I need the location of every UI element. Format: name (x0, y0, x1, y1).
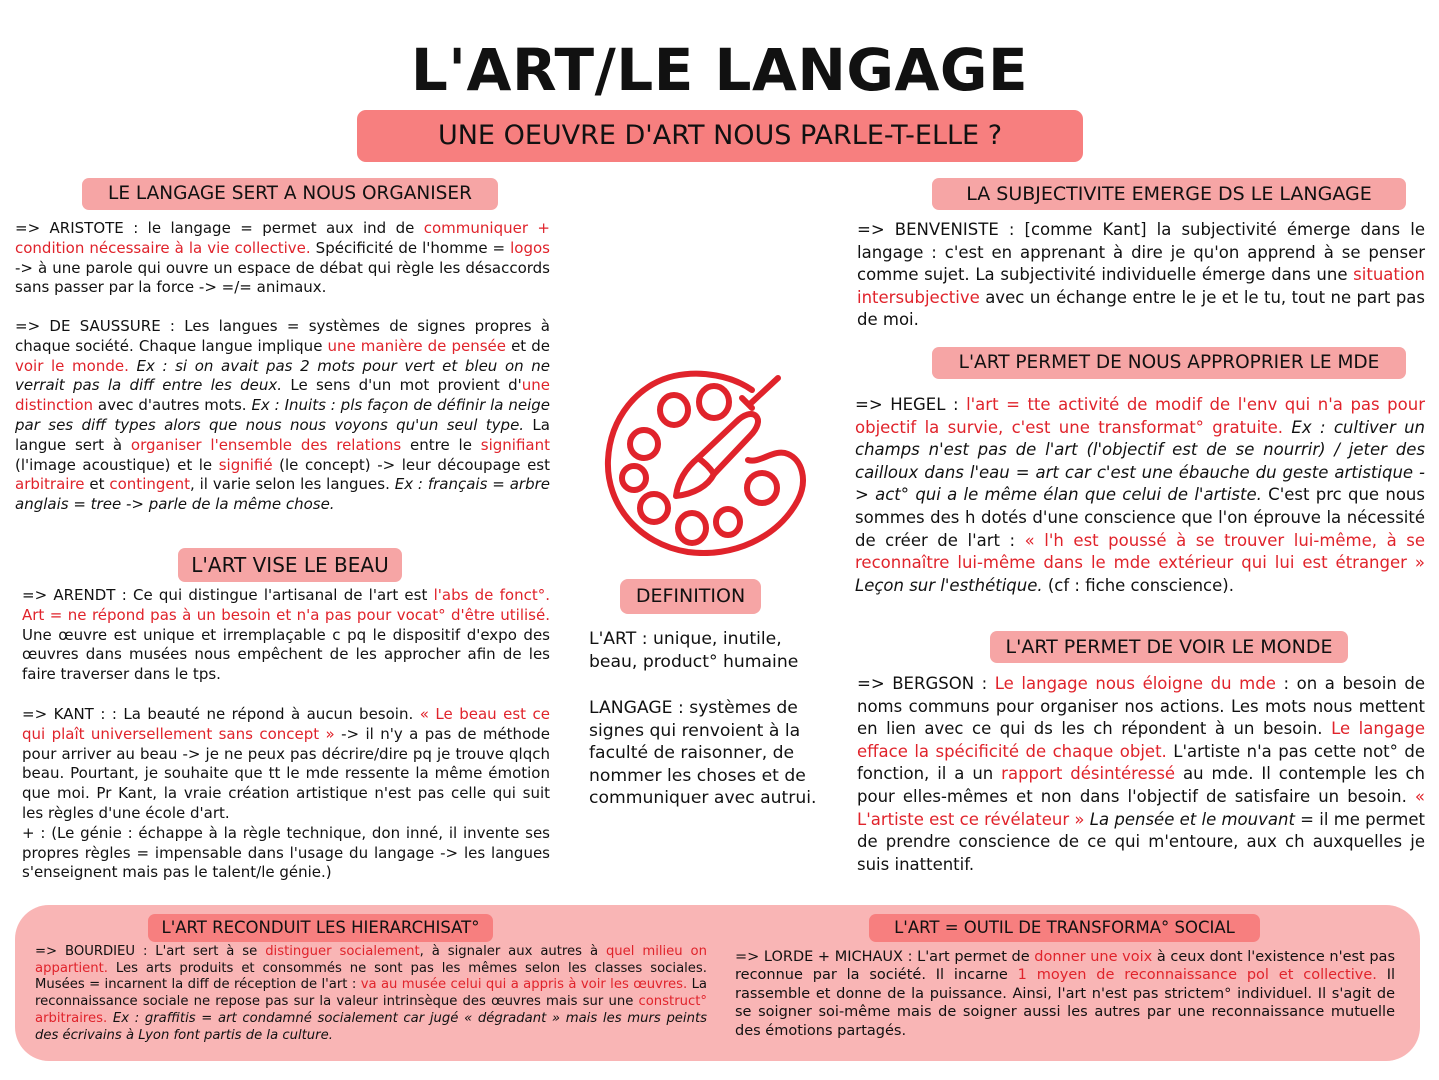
page-subtitle: UNE OEUVRE D'ART NOUS PARLE-T-ELLE ? (357, 110, 1083, 162)
paragraph-benveniste: => BENVENISTE : [comme Kant] la subjectivité émerge dans le langage : c'est en apprenant à dire je qu'on apprend à se penser comme sujet. La subjectivité individuelle émerge dans une situation intersubjective avec un échange entre le je et le tu, tout ne part pas de moi. (857, 220, 1425, 330)
paragraph-genie: + : (Le génie : échappe à la règle technique, don inné, il invente ses propres règles = impensable dans l'usage du langage -> les langues s'enseignent mais pas le talent/le génie.) (22, 823, 550, 882)
definition-art: L'ART : unique, inutile, beau, product° humaine (589, 629, 799, 672)
definition-header: DEFINITION (620, 579, 761, 614)
paragraph-hegel: => HEGEL : l'art = tte activité de modif de l'env qui n'a pas pour objectif la survie, c'est une transformat° gratuite. Ex : cultiver un champs n'est pas de l'art (l'objectif est de se nourrir) / jeter des cailloux dans l'eau = art car c'est une ébauche du geste artistique -> act° qui a le même élan que celui de l'artiste. C'est prc que nous sommes des h dotés d'une conscience que l'on éprouve la nécessité de créer de l'art : « l'h est poussé à se trouver lui-même, à se reconnaître lui-même dans le mde extérieur qui lui est étranger » Leçon sur l'esthétique. (cf : fiche conscience). (855, 395, 1425, 595)
page-title: L'ART/LE LANGAGE (410, 36, 1029, 104)
artist-palette-icon (602, 368, 807, 556)
paragraph-bourdieu: => BOURDIEU : L'art sert à se distinguer socialement, à signaler aux autres à quel milieu on appartient. Les arts produits et consommés ne sont pas les mêmes selon les classes sociales. Musées = incarnent la diff de réception de l'art : va au musée celui qui a appris à voir les œuvres. La reconnaissance sociale ne repose pas sur la valeur intrinsèque des œuvres mais sur une construct° arbitraires. Ex : graffitis = art condamné socialement car jugé « dégradant » mais les murs peints des écrivains à Lyon font partis de la culture. (35, 944, 707, 1043)
paragraph-arendt: => ARENDT : Ce qui distingue l'artisanal de l'art est l'abs de fonct°. Art = ne répond pas à un besoin et n'a pas pour vocat° d'être utilisé. Une œuvre est unique et irremplaçable c pq le dispositif d'expo des œuvres dans musées nous empêchent de les approcher afin de les faire traverser dans le tps. (22, 586, 550, 684)
paragraph-aristote: => ARISTOTE : le langage = permet aux ind de communiquer + condition nécessaire à la vie collective. Spécificité de l'homme = logos -> à une parole qui ouvre un espace de débat qui règle les désaccords sans passer par la force -> =/= animaux. (15, 219, 550, 297)
definition-langage: LANGAGE : systèmes de signes qui renvoient à la faculté de raisonner, de nommer les choses et de communiquer avec autrui. (589, 698, 817, 808)
paragraph-lorde-michaux: => LORDE + MICHAUX : L'art permet de donner une voix à ceux dont l'existence n'est pas reconnue par la société. Il incarne 1 moyen de reconnaissance pol et collective. Il rassemble et donne de la puissance. Ainsi, l'art n'est pas strictem° individuel. Il s'agit de se soigner soi-même mais de soigner aussi les autres par une reconnaissance mutuelle des émotions partagés. (735, 949, 1396, 1039)
header-organiser: LE LANGAGE SERT A NOUS ORGANISER (82, 178, 498, 210)
paragraph-kant: => KANT : : La beauté ne répond à aucun besoin. « Le beau est ce qui plaît universellement sans concept » -> il n'y a pas de méthode pour arriver au beau -> je ne peux pas décrire/dire pq je trouve qlqch beau. Pourtant, je souhaite que tt le mde ressente la même émotion que moi. Pr Kant, la vraie création artistique n'est pas celle qui suit les règles d'une école d'art. + : (Le génie : échappe à la règle technique, don inné, il invente ses propres règles = impensable dans l'usage du langage -> les langues s'enseignent mais pas le talent/le génie.) (22, 705, 551, 882)
header-approprier: L'ART PERMET DE NOUS APPROPRIER LE MDE (932, 347, 1406, 379)
paragraph-saussure: => DE SAUSSURE : Les langues = systèmes de signes propres à chaque société. Chaque langue implique une manière de pensée et de voir le monde. Ex : si on avait pas 2 mots pour vert et bleu on ne verrait pas la diff entre les deux. Le sens d'un mot provient d'une distinction avec d'autres mots. Ex : Inuits : pls façon de définir la neige par ses diff types alors que nous nous voyons qu'un seul type. La langue sert à organiser l'ensemble des relations entre le signifiant (l'image acoustique) et le signifié (le concept) -> leur découpage est arbitraire et contingent, il varie selon les langues. Ex : français = arbre anglais = tree -> parle de la même chose. (15, 317, 551, 514)
header-voir-le-monde: L'ART PERMET DE VOIR LE MONDE (990, 631, 1348, 663)
header-subjectivite: LA SUBJECTIVITE EMERGE DS LE LANGAGE (932, 178, 1406, 210)
header-beau: L'ART VISE LE BEAU (178, 548, 402, 582)
header-hierarchisation: L'ART RECONDUIT LES HIERARCHISAT° (148, 914, 493, 942)
header-transformation-social: L'ART = OUTIL DE TRANSFORMA° SOCIAL (869, 914, 1260, 942)
paragraph-bergson: => BERGSON : Le langage nous éloigne du mde : on a besoin de noms communs pour organiser nos actions. Les mots nous mettent en lien avec ce qui ds les ch répondent à un besoin. Le langage efface la spécificité de chaque objet. L'artiste n'a pas cette not° de fonction, il a un rapport désintéressé au mde. Il contemple les ch pour elles-mêmes et non dans l'objectif de satisfaire un besoin. « L'artiste est ce révélateur » La pensée et le mouvant = il me permet de prendre conscience de ce qui m'entoure, aux ch auxquelles je suis inattentif. (857, 674, 1426, 874)
